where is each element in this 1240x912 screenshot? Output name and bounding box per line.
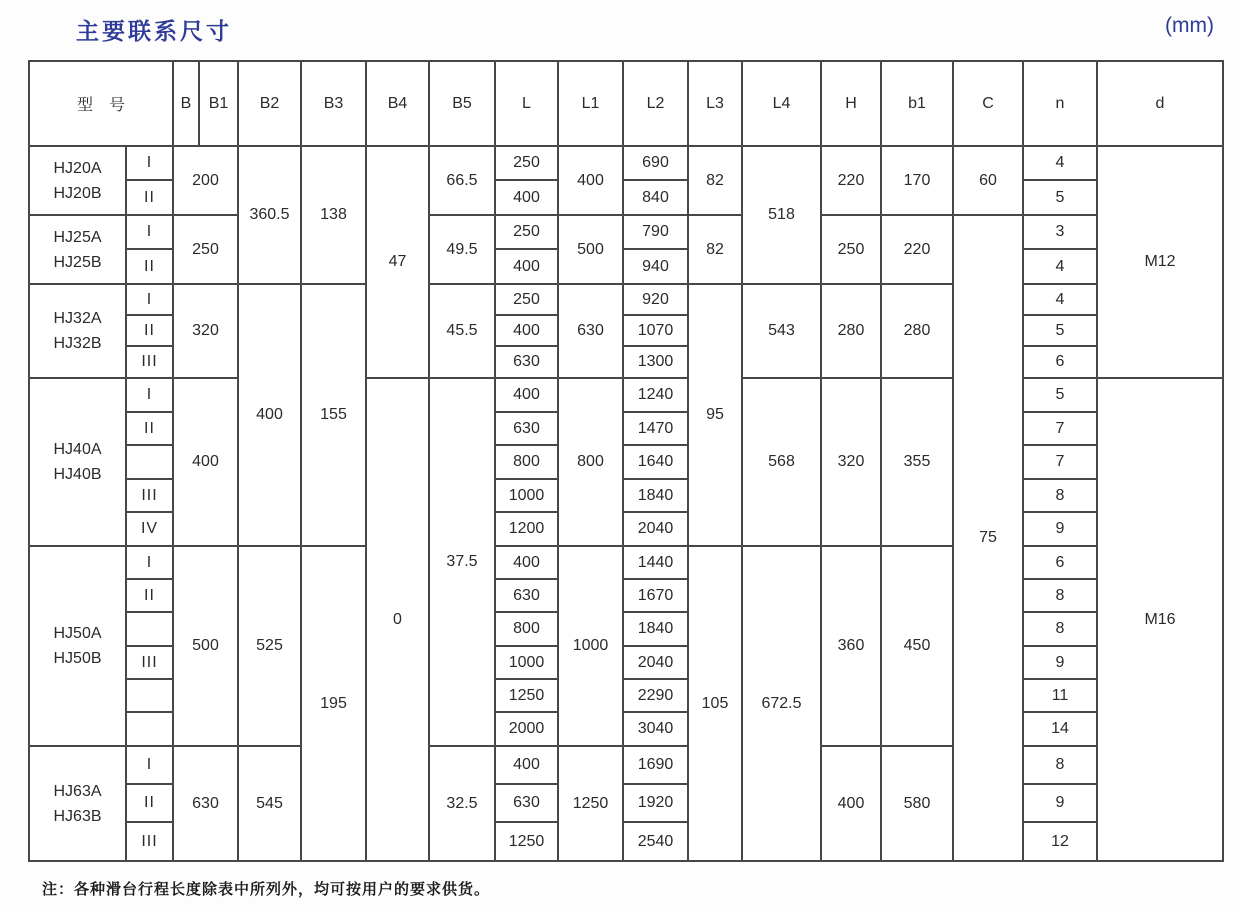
cell-n: 9	[1023, 512, 1097, 546]
cell-b1: 170	[881, 146, 953, 215]
cell-L2: 2290	[623, 679, 688, 712]
cell-variant	[126, 612, 173, 646]
cell-model: HJ20A HJ20B	[29, 146, 126, 215]
cell-L: 1200	[495, 512, 558, 546]
cell-L3: 105	[688, 546, 742, 861]
cell-L: 400	[495, 315, 558, 346]
cell-variant: I	[126, 378, 173, 412]
header-cell-B3: B3	[301, 61, 366, 146]
table-row	[29, 215, 1223, 249]
note-text: 注：各种滑台行程长度除表中所列外，均可按用户的要求供货。	[42, 881, 491, 898]
cell-model: HJ63A HJ63B	[29, 746, 126, 861]
table-row	[29, 284, 1223, 315]
cell-L2: 1840	[623, 612, 688, 646]
cell-L: 1250	[495, 822, 558, 861]
cell-variant: II	[126, 180, 173, 215]
cell-L2: 2040	[623, 512, 688, 546]
cell-L2: 690	[623, 146, 688, 180]
cell-L: 1000	[495, 646, 558, 679]
cell-n: 14	[1023, 712, 1097, 746]
cell-L2: 790	[623, 215, 688, 249]
cell-B: 400	[173, 378, 238, 546]
cell-H: 360	[821, 546, 881, 746]
cell-n: 5	[1023, 315, 1097, 346]
cell-d: M16	[1097, 378, 1223, 861]
header-cell-L: L	[495, 61, 558, 146]
table-row	[29, 378, 1223, 412]
cell-n: 11	[1023, 679, 1097, 712]
cell-L1: 1000	[558, 546, 623, 746]
cell-B2: 545	[238, 746, 301, 861]
cell-L: 250	[495, 146, 558, 180]
cell-variant: I	[126, 284, 173, 315]
cell-B: 320	[173, 284, 238, 378]
cell-L2: 1440	[623, 546, 688, 579]
cell-n: 6	[1023, 346, 1097, 378]
cell-model: HJ40A HJ40B	[29, 378, 126, 546]
cell-b1: 355	[881, 378, 953, 546]
cell-L2: 3040	[623, 712, 688, 746]
page-title: 主要联系尺寸	[76, 18, 232, 44]
cell-B5: 45.5	[429, 284, 495, 378]
cell-variant: II	[126, 579, 173, 612]
header-cell-B: B	[173, 61, 199, 146]
header-cell-L3: L3	[688, 61, 742, 146]
cell-n: 8	[1023, 579, 1097, 612]
table-row	[29, 546, 1223, 579]
cell-n: 8	[1023, 746, 1097, 784]
cell-L: 1250	[495, 679, 558, 712]
cell-n: 12	[1023, 822, 1097, 861]
cell-B2: 525	[238, 546, 301, 746]
cell-B3: 138	[301, 146, 366, 284]
header-cell-d: d	[1097, 61, 1223, 146]
cell-L3: 82	[688, 215, 742, 284]
cell-L: 250	[495, 284, 558, 315]
cell-variant: IV	[126, 512, 173, 546]
cell-L1: 630	[558, 284, 623, 378]
cell-L2: 940	[623, 249, 688, 284]
cell-d: M12	[1097, 146, 1223, 378]
cell-variant: III	[126, 346, 173, 378]
header-cell-B4: B4	[366, 61, 429, 146]
cell-n: 7	[1023, 445, 1097, 479]
cell-L2: 1240	[623, 378, 688, 412]
cell-B3: 195	[301, 546, 366, 861]
cell-L2: 1300	[623, 346, 688, 378]
cell-L4: 672.5	[742, 546, 821, 861]
table-body	[29, 146, 1223, 861]
cell-B: 630	[173, 746, 238, 861]
cell-n: 8	[1023, 479, 1097, 512]
header-cell-L2: L2	[623, 61, 688, 146]
cell-L1: 1250	[558, 746, 623, 861]
header-cell-L4: L4	[742, 61, 821, 146]
cell-B5: 32.5	[429, 746, 495, 861]
cell-L: 1000	[495, 479, 558, 512]
cell-variant	[126, 679, 173, 712]
table-header	[29, 61, 1223, 146]
cell-B5: 49.5	[429, 215, 495, 284]
cell-L: 630	[495, 579, 558, 612]
cell-n: 5	[1023, 378, 1097, 412]
cell-L: 630	[495, 784, 558, 822]
header-cell-B2: B2	[238, 61, 301, 146]
cell-H: 400	[821, 746, 881, 861]
cell-H: 250	[821, 215, 881, 284]
cell-variant	[126, 712, 173, 746]
cell-variant: II	[126, 784, 173, 822]
header-cell-B1: B1	[199, 61, 238, 146]
cell-B: 200	[173, 146, 238, 215]
cell-model: HJ50A HJ50B	[29, 546, 126, 746]
cell-b1: 580	[881, 746, 953, 861]
cell-L2: 1640	[623, 445, 688, 479]
cell-L4: 518	[742, 146, 821, 284]
cell-b1: 450	[881, 546, 953, 746]
cell-L1: 400	[558, 146, 623, 215]
cell-L3: 82	[688, 146, 742, 215]
cell-B: 500	[173, 546, 238, 746]
cell-L2: 1470	[623, 412, 688, 445]
cell-L2: 920	[623, 284, 688, 315]
cell-L2: 1070	[623, 315, 688, 346]
cell-L2: 1670	[623, 579, 688, 612]
cell-L4: 543	[742, 284, 821, 378]
cell-variant: I	[126, 146, 173, 180]
cell-H: 280	[821, 284, 881, 378]
cell-L: 630	[495, 346, 558, 378]
cell-n: 7	[1023, 412, 1097, 445]
cell-L2: 1920	[623, 784, 688, 822]
cell-L: 630	[495, 412, 558, 445]
cell-variant: I	[126, 546, 173, 579]
cell-B4: 0	[366, 378, 429, 861]
cell-B: 250	[173, 215, 238, 284]
cell-n: 8	[1023, 612, 1097, 646]
cell-L2: 2040	[623, 646, 688, 679]
cell-L: 400	[495, 746, 558, 784]
cell-B5: 37.5	[429, 378, 495, 746]
cell-variant: I	[126, 746, 173, 784]
cell-L: 400	[495, 378, 558, 412]
cell-n: 9	[1023, 646, 1097, 679]
cell-variant: II	[126, 315, 173, 346]
cell-variant: I	[126, 215, 173, 249]
cell-n: 5	[1023, 180, 1097, 215]
cell-L: 400	[495, 180, 558, 215]
header-cell-C: C	[953, 61, 1023, 146]
cell-B3: 155	[301, 284, 366, 546]
cell-variant: II	[126, 412, 173, 445]
cell-H: 320	[821, 378, 881, 546]
cell-model: HJ32A HJ32B	[29, 284, 126, 378]
cell-H: 220	[821, 146, 881, 215]
cell-L: 400	[495, 249, 558, 284]
cell-L4: 568	[742, 378, 821, 546]
header-cell-model: 型 号	[29, 61, 173, 146]
header-cell-b1: b1	[881, 61, 953, 146]
cell-L: 250	[495, 215, 558, 249]
cell-L2: 1840	[623, 479, 688, 512]
cell-L3: 95	[688, 284, 742, 546]
cell-L2: 2540	[623, 822, 688, 861]
cell-variant: III	[126, 822, 173, 861]
header-cell-H: H	[821, 61, 881, 146]
cell-L1: 500	[558, 215, 623, 284]
cell-n: 4	[1023, 249, 1097, 284]
cell-variant	[126, 445, 173, 479]
cell-variant: III	[126, 479, 173, 512]
cell-b1: 280	[881, 284, 953, 378]
cell-B2: 360.5	[238, 146, 301, 284]
cell-L1: 800	[558, 378, 623, 546]
header-cell-L1: L1	[558, 61, 623, 146]
cell-B4: 47	[366, 146, 429, 378]
cell-B5: 66.5	[429, 146, 495, 215]
cell-n: 4	[1023, 146, 1097, 180]
cell-L2: 840	[623, 180, 688, 215]
cell-n: 9	[1023, 784, 1097, 822]
cell-n: 4	[1023, 284, 1097, 315]
cell-L: 400	[495, 546, 558, 579]
dimensions-table	[28, 60, 1224, 862]
cell-L2: 1690	[623, 746, 688, 784]
cell-n: 3	[1023, 215, 1097, 249]
cell-b1: 220	[881, 215, 953, 284]
cell-n: 6	[1023, 546, 1097, 579]
cell-L: 2000	[495, 712, 558, 746]
header-cell-B5: B5	[429, 61, 495, 146]
table-row	[29, 746, 1223, 784]
cell-B2: 400	[238, 284, 301, 546]
unit-label: (mm)	[1165, 14, 1214, 37]
cell-variant: II	[126, 249, 173, 284]
cell-L: 800	[495, 445, 558, 479]
cell-C: 60	[953, 146, 1023, 215]
header-cell-n: n	[1023, 61, 1097, 146]
cell-model: HJ25A HJ25B	[29, 215, 126, 284]
cell-L: 800	[495, 612, 558, 646]
cell-variant: III	[126, 646, 173, 679]
table-row	[29, 146, 1223, 180]
cell-C: 75	[953, 215, 1023, 861]
